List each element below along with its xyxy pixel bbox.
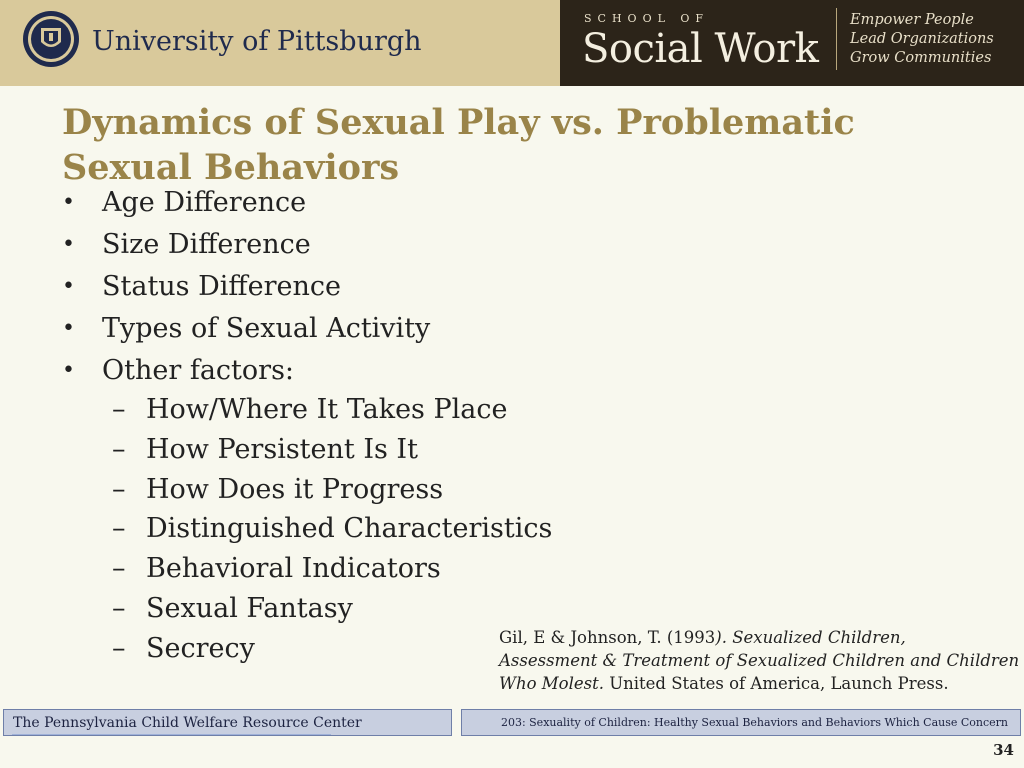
bullet-glyph: • [62, 190, 75, 215]
sub-bullet-item [112, 589, 552, 629]
bullet-glyph: • [62, 358, 75, 383]
sub-bullet-text: How/Where It Takes Place [146, 394, 508, 425]
citation-title-end: Who Molest. [499, 674, 604, 693]
page-number: 34 [993, 741, 1014, 759]
sub-bullet-text: Behavioral Indicators [146, 553, 441, 585]
dash-glyph: – [112, 553, 126, 585]
motto-line: Grow Communities [850, 50, 992, 66]
footer-left-box [3, 709, 452, 736]
bullet-item [62, 350, 430, 392]
motto [850, 11, 994, 68]
university-seal-icon [22, 10, 80, 68]
citation-title-start: ). Sexualized Children, [715, 628, 906, 647]
citation-publisher: United States of America, Launch Press. [603, 674, 949, 693]
sub-bullet-text: How Does it Progress [146, 473, 444, 505]
bullet-text: Status Difference [102, 271, 341, 302]
sub-bullet-list [112, 390, 552, 669]
sub-bullet-item [112, 470, 552, 510]
sub-bullet-item [112, 549, 552, 589]
citation-line [499, 626, 1024, 649]
citation-line [499, 672, 1024, 695]
bullet-glyph: • [62, 232, 75, 257]
bullet-text: Types of Sexual Activity [102, 313, 431, 344]
footer-organization: The Pennsylvania Child Welfare Resource Center [13, 715, 362, 731]
bullet-list [62, 182, 430, 392]
bullet-glyph: • [62, 274, 75, 299]
dash-glyph: – [112, 394, 126, 425]
sub-bullet-text: How Persistent Is It [146, 433, 418, 465]
bullet-item [62, 266, 430, 308]
slide-title-line: Dynamics of Sexual Play vs. Problematic [62, 102, 855, 143]
slide-title-line: Sexual Behaviors [62, 147, 400, 188]
dash-glyph: – [112, 473, 126, 505]
sub-bullet-item [112, 629, 552, 669]
bullet-text: Size Difference [102, 229, 311, 260]
bullet-text: Other factors: [102, 355, 295, 386]
header-divider [836, 8, 837, 70]
sub-bullet-text: Secrecy [146, 632, 255, 664]
dash-glyph: – [112, 433, 126, 465]
bullet-item [62, 308, 430, 350]
bullet-item [62, 224, 430, 266]
sub-bullet-item [112, 390, 552, 430]
footer-right-box [461, 709, 1021, 736]
school-prefix: SCHOOL OF [584, 12, 710, 25]
sub-bullet-text: Distinguished Characteristics [146, 513, 553, 545]
sub-bullet-item [112, 430, 552, 470]
bullet-item [62, 182, 430, 224]
dash-glyph: – [112, 513, 126, 545]
motto-line: Empower People [850, 12, 974, 28]
citation-author: Gil, E & Johnson, T. (1993 [499, 628, 716, 647]
motto-line: Lead Organizations [850, 31, 994, 47]
citation-line [499, 649, 1024, 672]
bullet-text: Age Difference [102, 187, 307, 218]
school-name: Social Work [582, 26, 819, 72]
footer-course-title: 203: Sexuality of Children: Healthy Sexual Behaviors and Behaviors Which Cause Concern [500, 716, 1008, 729]
citation [499, 626, 1024, 695]
dash-glyph: – [112, 632, 126, 664]
bullet-glyph: • [62, 316, 75, 341]
sub-bullet-text: Sexual Fantasy [146, 592, 353, 624]
slide-title [62, 100, 962, 190]
dash-glyph: – [112, 592, 126, 624]
sub-bullet-item [112, 509, 552, 549]
citation-title-mid: Assessment & Treatment of Sexualized Children and Children [499, 651, 1020, 670]
footer-underline [12, 734, 331, 735]
university-name: University of Pittsburgh [92, 26, 422, 57]
